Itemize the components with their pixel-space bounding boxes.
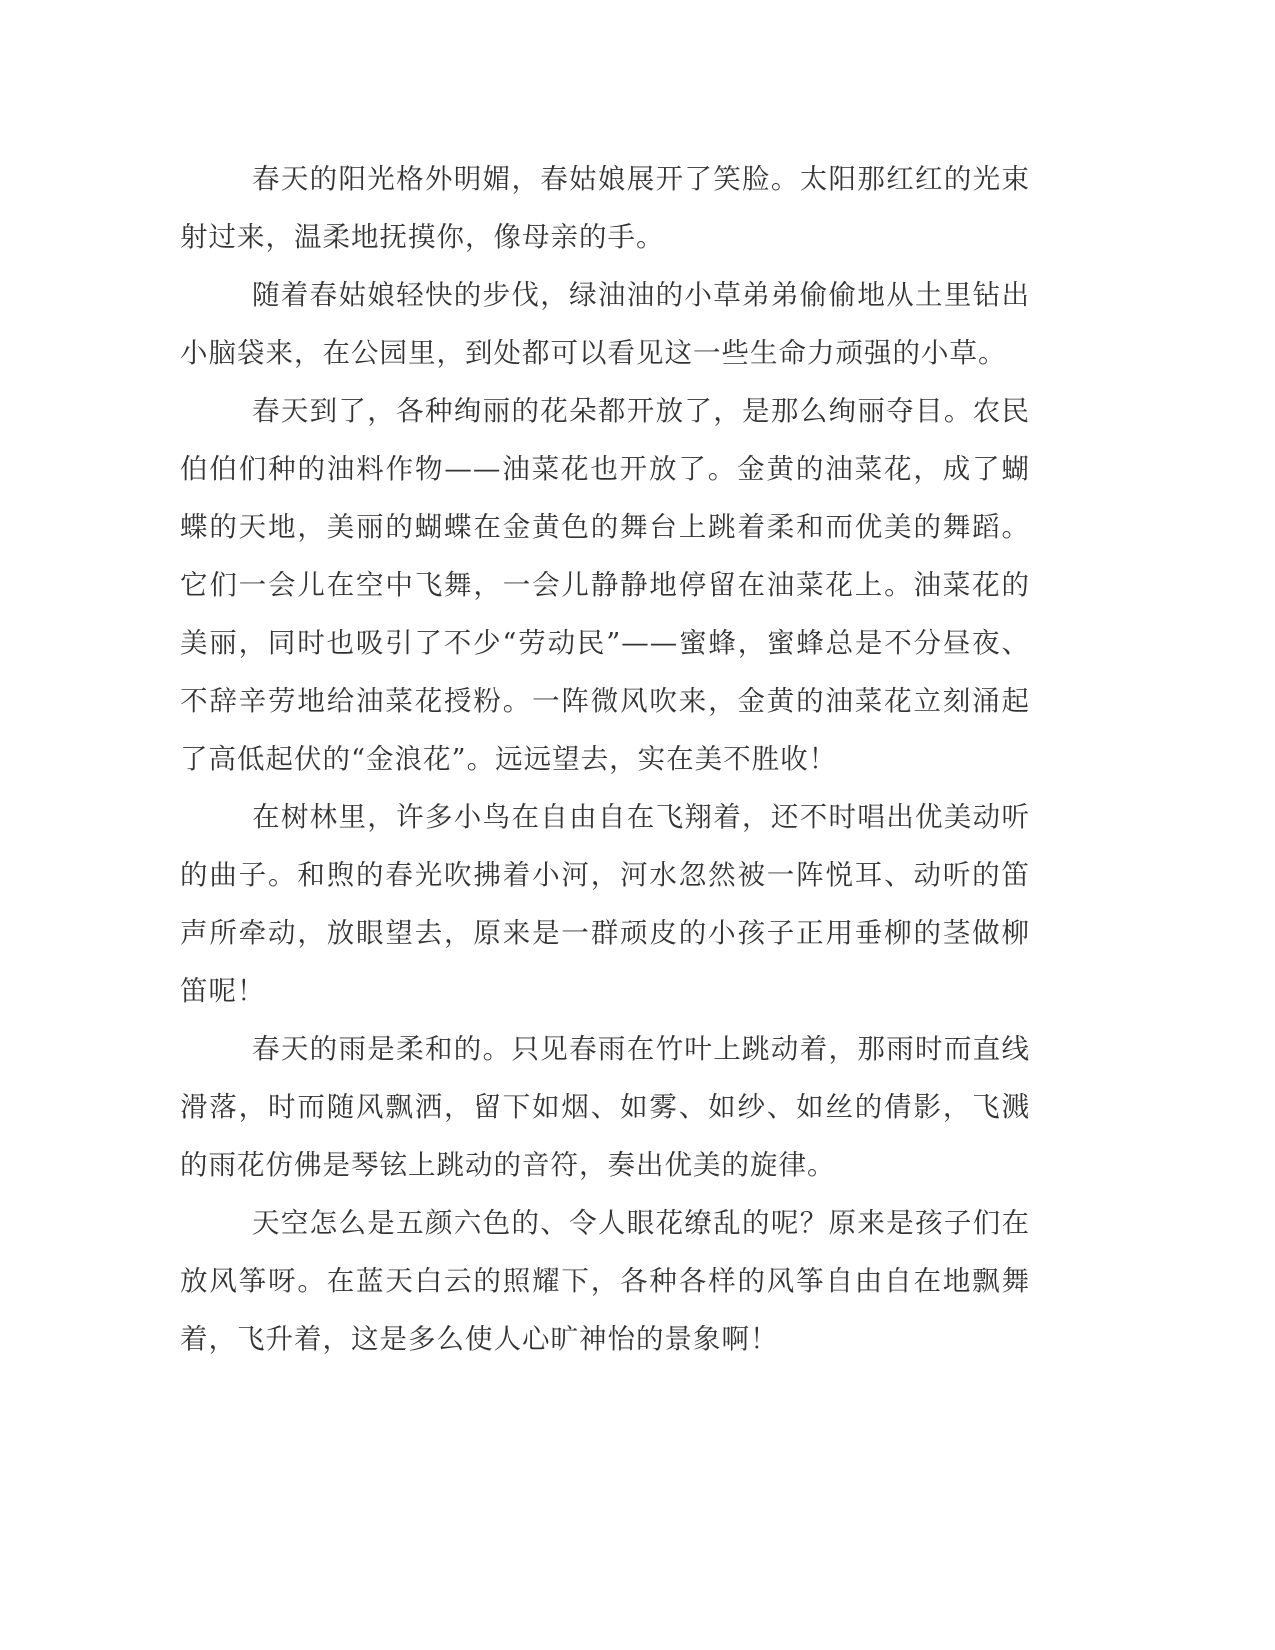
paragraph-kites: 天空怎么是五颜六色的、令人眼花缭乱的呢？原来是孩子们在放风筝呀。在蓝天白云的照耀下，各种各样的风筝自由自在地飘舞着，飞升着，这是多么使人心旷神怡的景象啊！ xyxy=(180,1207,1030,1355)
paragraph-rain: 春天的雨是柔和的。只见春雨在竹叶上跳动着，那雨时而直线滑落，时而随风飘洒，留下如烟、如雾、如纱、如丝的倩影，飞溅的雨花仿佛是琴铉上跳动的音符，奏出优美的旋律。 xyxy=(180,1033,1030,1181)
paragraph-grass: 随着春姑娘轻快的步伐，绿油油的小草弟弟偷偷地从土里钻出小脑袋来，在公园里，到处都可以看见这一些生命力顽强的小草。 xyxy=(180,279,1030,369)
paragraph-flowers: 春天到了，各种绚丽的花朵都开放了，是那么绚丽夺目。农民伯伯们种的油料作物——油菜花也开放了。金黄的油菜花，成了蝴蝶的天地，美丽的蝴蝶在金黄色的舞台上跳着柔和而优美的舞蹈。它们一会儿在空中飞舞，一会儿静静地停留在油菜花上。油菜花的美丽，同时也吸引了不少“劳动民”——蜜蜂，蜜蜂总是不分昼夜、不辞辛劳地给油菜花授粉。一阵微风吹来，金黄的油菜花立刻涌起了高低起伏的“金浪花”。远远望去，实在美不胜收！ xyxy=(180,395,1030,775)
document-body xyxy=(180,150,1030,1368)
paragraph-sunshine: 春天的阳光格外明媚，春姑娘展开了笑脸。太阳那红红的光束射过来，温柔地抚摸你，像母亲的手。 xyxy=(180,163,1030,253)
paragraph-birds: 在树林里，许多小鸟在自由自在飞翔着，还不时唱出优美动听的曲子。和煦的春光吹拂着小河，河水忽然被一阵悦耳、动听的笛声所牵动，放眼望去，原来是一群顽皮的小孩子正用垂柳的茎做柳笛呢！ xyxy=(180,801,1030,1007)
